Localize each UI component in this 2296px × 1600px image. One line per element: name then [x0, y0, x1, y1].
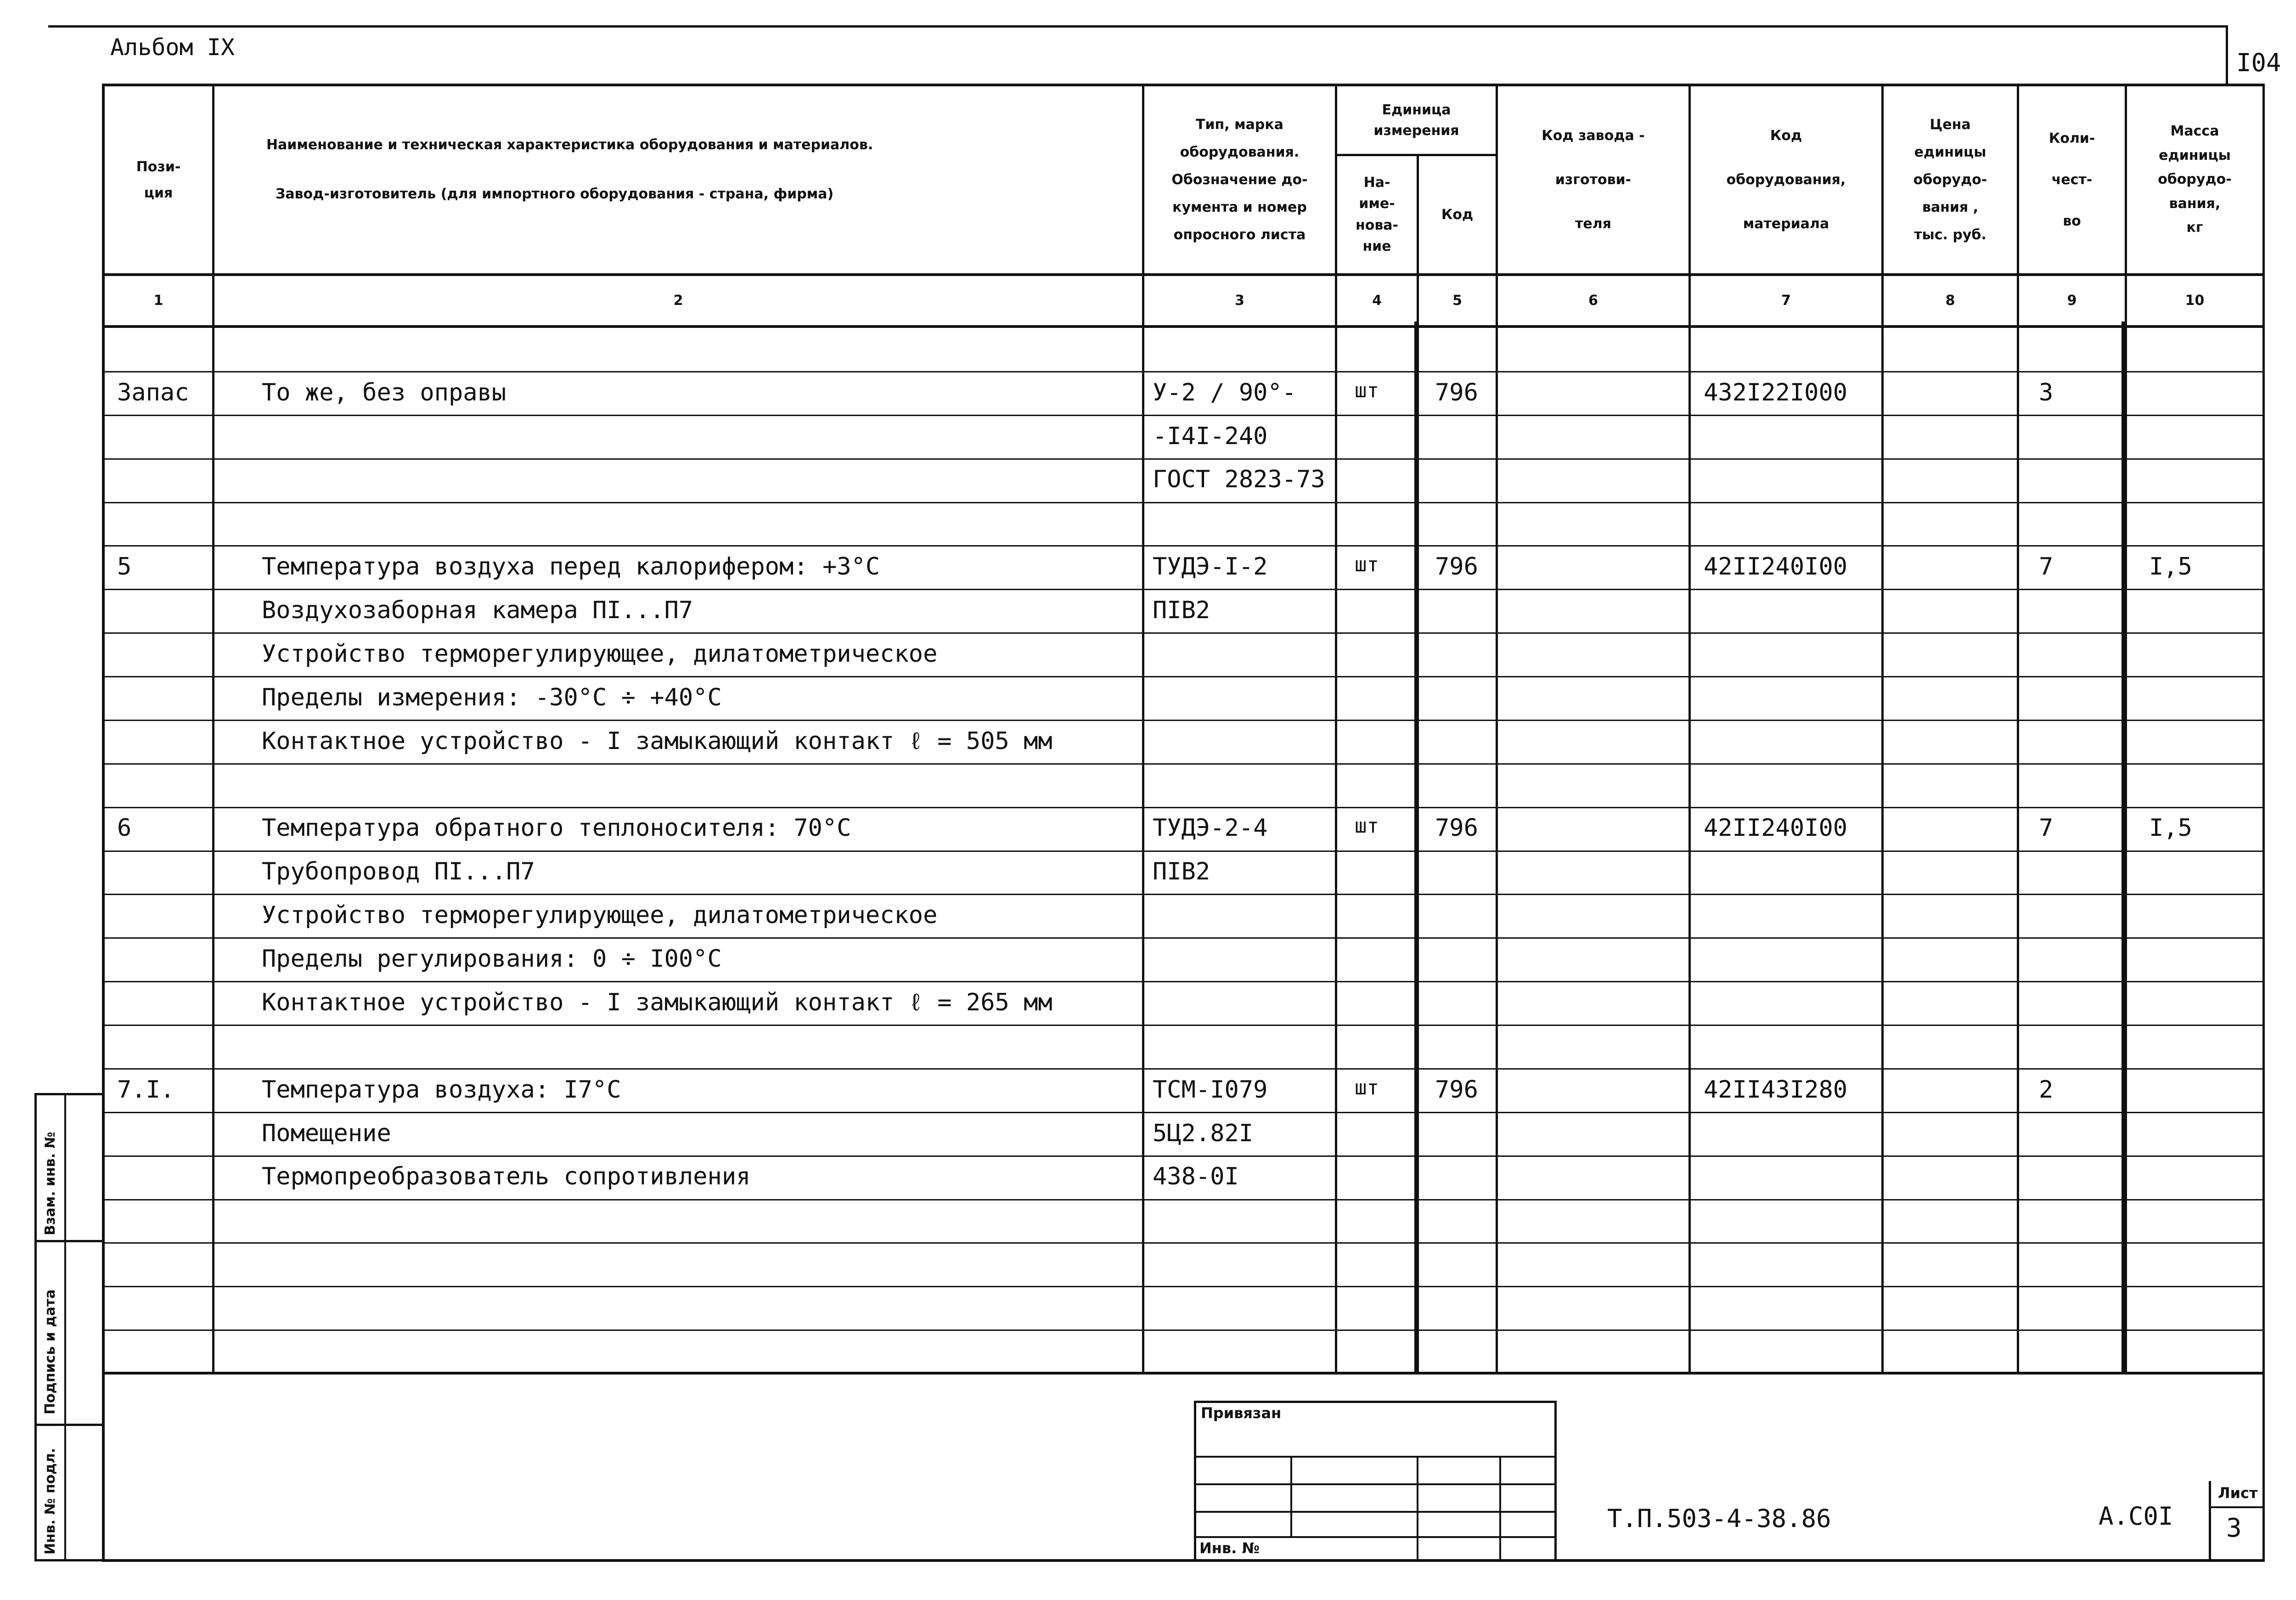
- row-type: 5Ц2.82I: [1153, 1120, 1254, 1147]
- col-line-1: [212, 84, 214, 1374]
- top-border-line: [48, 25, 2226, 28]
- row-name: Температура обратного теплоносителя: 70°C: [262, 814, 851, 842]
- stamp-col1: [1290, 1456, 1292, 1536]
- row-line: [102, 589, 2265, 590]
- row-name: Помещение: [262, 1120, 391, 1147]
- stamp-row1: [1194, 1456, 1557, 1458]
- row-name: Температура воздуха перед калорифером: +3°C: [262, 553, 880, 580]
- row-line: [102, 1242, 2265, 1244]
- row-name: Устройство терморегулирующее, дилатометрическое: [262, 901, 938, 929]
- series-code: А.С0I: [2099, 1502, 2173, 1531]
- row-type: 438-0I: [1153, 1163, 1239, 1190]
- row-line: [102, 1286, 2265, 1287]
- row-line: [102, 807, 2265, 808]
- sheet-box-divider: [2209, 1506, 2264, 1508]
- album-label: Альбом IX: [110, 34, 235, 61]
- row-line: [102, 720, 2265, 721]
- row-line: [102, 937, 2265, 939]
- row-name: Контактное устройство - I замыкающий контакт ℓ = 505 мм: [262, 727, 1052, 755]
- row-line: [102, 632, 2265, 634]
- column-number-2: 2: [673, 293, 683, 309]
- row-unit-code: 796: [1435, 814, 1478, 842]
- col-line-7: [1881, 84, 1884, 1374]
- row-line: [102, 763, 2265, 765]
- bold-block-left: [1414, 321, 1418, 1374]
- row-name: Температура воздуха: I7°C: [262, 1076, 621, 1104]
- row-line: [102, 1155, 2265, 1157]
- col-line-6: [1688, 84, 1691, 1374]
- side-strip-mid: [64, 1093, 66, 1561]
- row-line: [102, 1330, 2265, 1331]
- row-unit: шт: [1355, 1076, 1379, 1099]
- column-number-5: 5: [1452, 293, 1462, 309]
- row-type: ПIВ2: [1153, 858, 1210, 885]
- column-number-10: 10: [2185, 293, 2205, 309]
- row-line: [102, 894, 2265, 895]
- row-unit: шт: [1355, 379, 1379, 402]
- stamp-row4: [1194, 1536, 1557, 1538]
- header-plant-code: Код завода - изготови- теля: [1542, 127, 1645, 232]
- side-label-vzam: Взам. инв. №: [42, 1132, 58, 1235]
- stamp-col3: [1499, 1456, 1501, 1561]
- header-type: Тип, марка оборудования. Обозначение до- кумента и номер опросного листа: [1171, 116, 1308, 243]
- row-unit: шт: [1355, 814, 1379, 838]
- side-strip-bottom: [34, 1559, 103, 1561]
- header-name-line1: Наименование и техническая характеристика оборудования и материалов.: [266, 136, 873, 153]
- side-label-podpis: Подпись и дата: [42, 1289, 58, 1414]
- col-line-5: [1496, 84, 1498, 1374]
- bold-block-right: [2122, 321, 2125, 1374]
- row-quantity: 7: [2039, 814, 2054, 842]
- column-number-9: 9: [2067, 293, 2077, 309]
- row-name: Пределы регулирования: 0 ÷ I00°C: [262, 945, 722, 973]
- row-type: ГОСТ 2823-73: [1153, 466, 1325, 493]
- header-quantity: Коли- чест- во: [2048, 130, 2095, 229]
- side-strip-div2: [34, 1424, 103, 1426]
- header-name-line2: Завод-изготовитель (для импортного оборудования - страна, фирма): [276, 186, 834, 202]
- row-position: 6: [117, 814, 132, 842]
- row-line: [102, 545, 2265, 546]
- row-position: 7.I.: [117, 1076, 175, 1104]
- row-name: Пределы измерения: -30°C ÷ +40°C: [262, 684, 722, 711]
- row-line: [102, 458, 2265, 460]
- frame-right: [2262, 84, 2265, 1561]
- row-unit-code: 796: [1435, 379, 1478, 406]
- row-unit-code: 796: [1435, 1076, 1478, 1104]
- sheet-number-top: I04: [2236, 48, 2281, 77]
- row-mass: I,5: [2149, 814, 2192, 842]
- header-equipment-code: Код оборудования, материала: [1726, 127, 1846, 232]
- doc-code: Т.П.503-4-38.86: [1607, 1504, 1831, 1533]
- row-name: Трубопровод ПI...П7: [262, 858, 535, 885]
- row-equipment-code: 42II43I280: [1704, 1076, 1848, 1104]
- row-quantity: 7: [2039, 553, 2054, 580]
- row-name: Воздухозаборная камера ПI...П7: [262, 597, 693, 624]
- row-line: [102, 1112, 2265, 1113]
- side-strip-div1: [34, 1240, 103, 1242]
- row-mass: I,5: [2149, 553, 2192, 580]
- header-position: Пози- ция: [136, 158, 181, 201]
- col-line-8: [2017, 84, 2019, 1374]
- header-bottom: [102, 273, 2265, 276]
- row-position: 5: [117, 553, 132, 580]
- row-quantity: 2: [2039, 1076, 2054, 1104]
- sheet-box-left: [2226, 25, 2228, 85]
- sheet-label: Лист: [2218, 1484, 2258, 1502]
- row-name: Термопреобразователь сопротивления: [262, 1163, 751, 1190]
- header-price: Цена единицы оборудо- вания , тыс. руб.: [1913, 116, 1987, 243]
- row-equipment-code: 42II240I00: [1704, 553, 1848, 580]
- row-line: [102, 981, 2265, 982]
- side-strip-top: [34, 1093, 103, 1095]
- column-number-6: 6: [1588, 293, 1598, 309]
- side-label-inv-podl: Инв. № подл.: [42, 1448, 58, 1555]
- row-line: [102, 1068, 2265, 1070]
- row-type: ТУДЭ-2-4: [1153, 814, 1268, 842]
- row-equipment-code: 432I22I000: [1704, 379, 1848, 406]
- stamp-top: [1194, 1401, 1557, 1403]
- header-mass: Масса единицы оборудо- вания, кг: [2158, 123, 2232, 236]
- row-unit: шт: [1355, 553, 1379, 576]
- header-unit-group: Единица измерения: [1373, 101, 1459, 139]
- row-line: [102, 676, 2265, 677]
- header-unit-code: Код: [1441, 207, 1474, 223]
- stamp-inv: Инв. №: [1199, 1539, 1260, 1557]
- column-number-7: 7: [1781, 293, 1791, 309]
- sheet-box-left-bottom: [2209, 1481, 2211, 1561]
- stamp-privyazan: Привязан: [1201, 1404, 1282, 1422]
- row-line: [102, 415, 2265, 416]
- stamp-row2: [1194, 1483, 1557, 1485]
- col-line-2: [1142, 84, 1144, 1374]
- row-line: [102, 1025, 2265, 1026]
- header-unit-name: На- име- нова- ние: [1355, 174, 1399, 254]
- row-type: ТСМ-I079: [1153, 1076, 1268, 1104]
- column-number-4: 4: [1372, 293, 1382, 309]
- row-type: -I4I-240: [1153, 423, 1268, 450]
- stamp-col2: [1417, 1456, 1418, 1561]
- table-bottom: [102, 1372, 2265, 1375]
- column-number-1: 1: [153, 293, 163, 309]
- column-number-8: 8: [1945, 293, 1955, 309]
- row-position: Запас: [117, 379, 189, 406]
- row-unit-code: 796: [1435, 553, 1478, 580]
- row-type: ПIВ2: [1153, 597, 1210, 624]
- row-line: [102, 1199, 2265, 1200]
- row-name: То же, без оправы: [262, 379, 506, 406]
- row-type: ТУДЭ-I-2: [1153, 553, 1268, 580]
- row-type: У-2 / 90°-: [1153, 379, 1297, 406]
- col-line-3: [1335, 84, 1337, 1374]
- stamp-row3: [1194, 1511, 1557, 1513]
- row-quantity: 3: [2039, 379, 2054, 406]
- row-line: [102, 371, 2265, 372]
- row-equipment-code: 42II240I00: [1704, 814, 1848, 842]
- row-name: Контактное устройство - I замыкающий контакт ℓ = 265 мм: [262, 989, 1052, 1016]
- column-number-3: 3: [1235, 293, 1244, 309]
- frame-bottom: [102, 1559, 2265, 1562]
- row-line: [102, 502, 2265, 503]
- row-line: [102, 851, 2265, 852]
- row-name: Устройство терморегулирующее, дилатометрическое: [262, 640, 938, 668]
- sheet-number: 3: [2226, 1513, 2242, 1543]
- colnum-bottom: [102, 325, 2265, 328]
- side-strip-left: [34, 1093, 37, 1561]
